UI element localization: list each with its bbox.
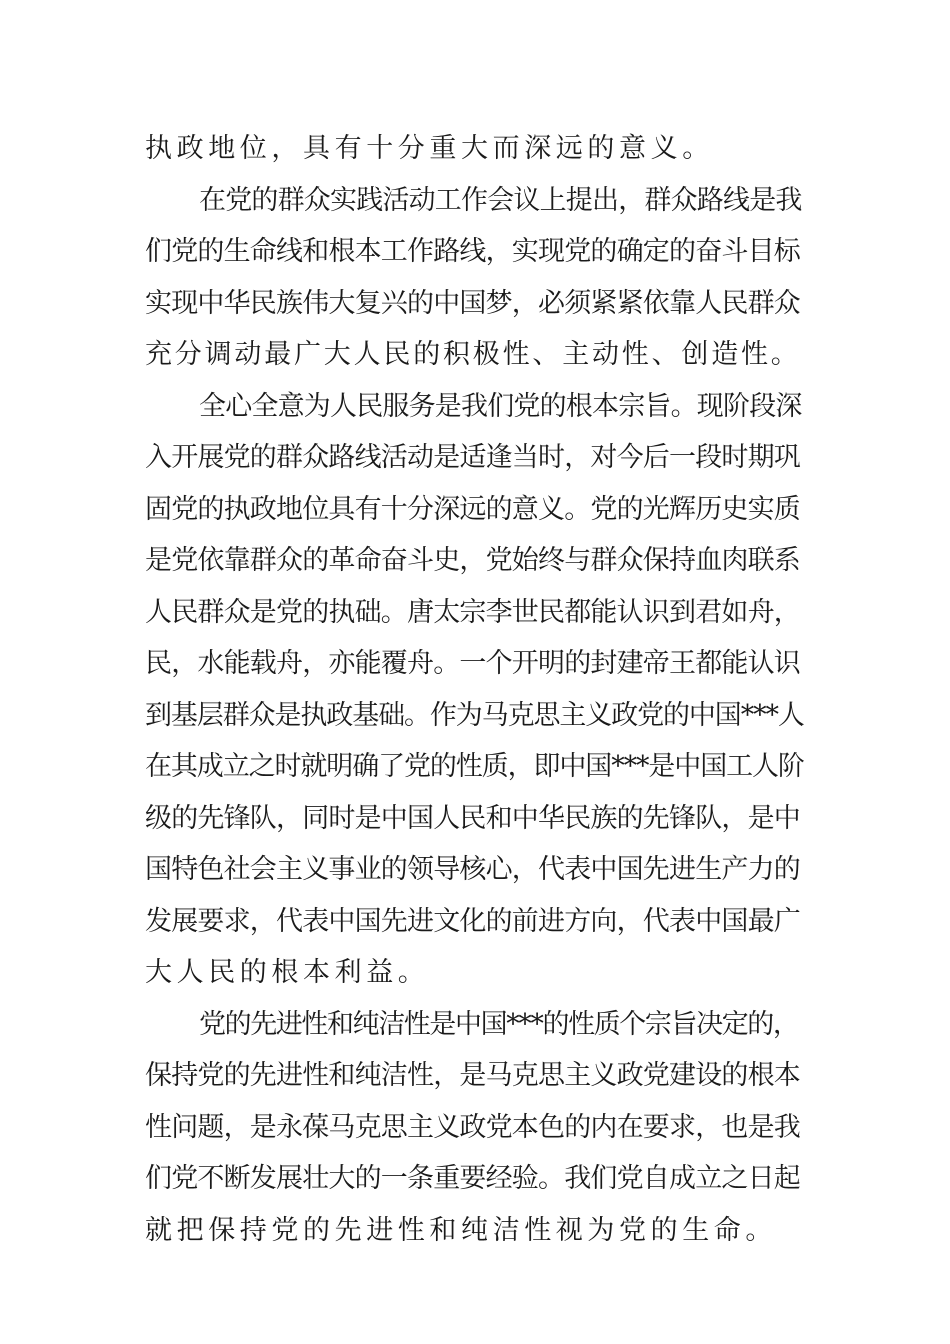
text-line: 民，水能载舟，亦能覆舟。一个开明的封建帝王都能认识 — [145, 648, 800, 679]
text-line: 是党依靠群众的革命奋斗史，党始终与群众保持血肉联系 — [145, 545, 800, 576]
text-line: 级的先锋队，同时是中国人民和中华民族的先锋队，是中 — [145, 803, 800, 834]
text-line: 保持党的先进性和纯洁性，是马克思主义政党建设的根本 — [145, 1060, 800, 1091]
text-line: 实现中华民族伟大复兴的中国梦，必须紧紧依靠人民群众 — [145, 288, 800, 319]
paragraph-first-line: 全心全意为人民服务是我们党的根本宗旨。现阶段深 — [199, 391, 802, 422]
text-line: 入开展党的群众路线活动是适逢当时，对今后一段时期巩 — [145, 442, 800, 473]
text-line: 人民群众是党的执础。唐太宗李世民都能认识到君如舟， — [145, 597, 800, 628]
text-line: 发展要求，代表中国先进文化的前进方向，代表中国最广 — [145, 906, 800, 937]
text-line: 大人民的根本利益。 — [145, 957, 430, 988]
text-line: 在其成立之时就明确了党的性质，即中国***是中国工人阶 — [145, 751, 804, 782]
text-line: 执政地位，具有十分重大而深远的意义。 — [145, 133, 714, 164]
text-line: 性问题，是永葆马克思主义政党本色的内在要求，也是我 — [145, 1112, 800, 1143]
text-line: 充分调动最广大人民的积极性、主动性、创造性。 — [145, 339, 801, 370]
text-line: 国特色社会主义事业的领导核心，代表中国先进生产力的 — [145, 854, 800, 885]
text-line: 到基层群众是执政基础。作为马克思主义政党的中国***人 — [145, 700, 804, 731]
text-line: 们党不断发展壮大的一条重要经验。我们党自成立之日起 — [145, 1163, 800, 1194]
text-line: 固党的执政地位具有十分深远的意义。党的光辉历史实质 — [145, 494, 800, 525]
paragraph-first-line: 在党的群众实践活动工作会议上提出，群众路线是我 — [199, 185, 802, 216]
text-line: 们党的生命线和根本工作路线，实现党的确定的奋斗目标 — [145, 236, 800, 267]
paragraph-first-line: 党的先进性和纯洁性是中国***的性质个宗旨决定的， — [199, 1009, 799, 1040]
text-line: 就把保持党的先进性和纯洁性视为党的生命。 — [145, 1215, 777, 1246]
